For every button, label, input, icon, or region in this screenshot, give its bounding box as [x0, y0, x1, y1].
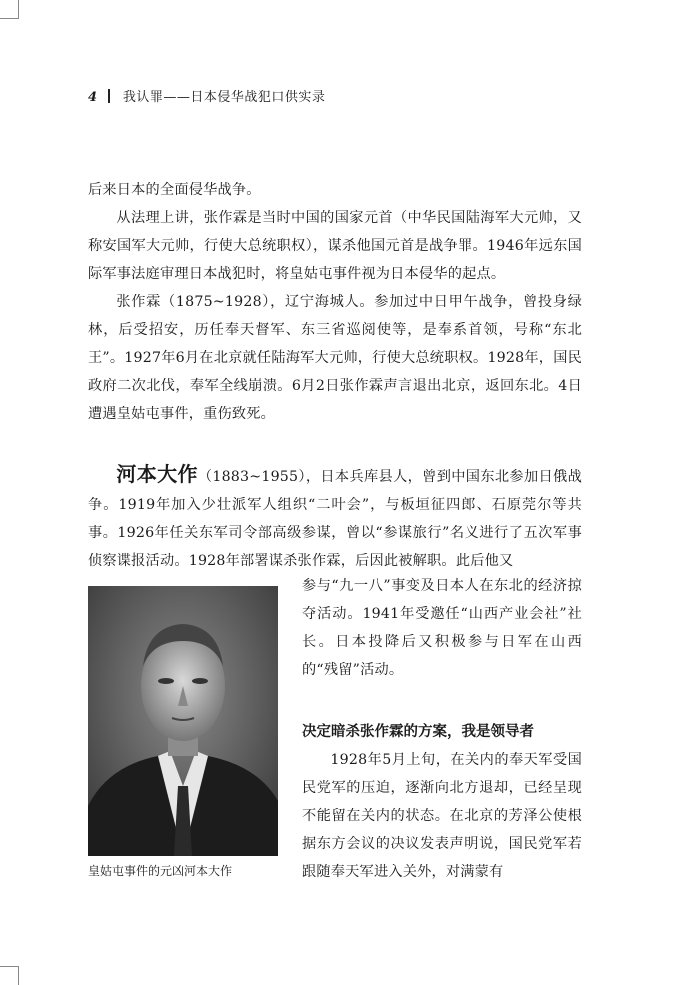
page-number: 4 — [88, 90, 98, 105]
bio-name: 河本大作 — [116, 462, 198, 486]
section-body: 1928年5月上旬，在关内的奉天军受国民党军的压迫，逐渐向北方退却，已经呈现不能留在关内的状态。在北京的芳泽公使根据东方会议的决议发表声明说，国民党军若跟随奉天军进入关外，对满蒙有 — [302, 752, 582, 880]
book-title: 我认罪——日本侵华战犯口供实录 — [122, 90, 326, 105]
portrait-photo-graphic — [88, 586, 278, 856]
running-header — [88, 86, 325, 105]
paragraph-continuation: 后来日本的全面侵华战争。 — [88, 182, 261, 198]
portrait-photo — [88, 586, 278, 856]
bio-text-full: （1883~1955），日本兵库县人，曾到中国东北参加日俄战争。1919年加入少壮派军人组织“二叶会”，与板垣征四郎、石原莞尔等共事。1926年任关东军司令部高级参谋，曾以“参谋旅行”名义进行了五次军事侦察谍报活动。1928年部署谋杀张作霖，后因此被解职。此后他又 — [88, 469, 582, 569]
header-divider — [108, 89, 110, 103]
photo-caption: 皇姑屯事件的元凶河本大作 — [88, 864, 233, 878]
bio-text-narrow: 参与“九一八”事变及日本人在东北的经济掠夺活动。1941年受邀任“山西产业会社”社长。日本投降后又积极参与日军在山西的“残留”活动。 — [302, 578, 582, 678]
paragraph-zhang-zuolin: 张作霖（1875~1928），辽宁海城人。参加过中日甲午战争，曾投身绿林，后受招安，历任奉天督军、东三省巡阅使等，是奉系首领，号称“东北王”。1927年6月在北京就任陆海军大元帅，行使大总统职权。1928年，国民政府二次北伐，奉军全线崩溃。6月2日张作霖声言退出北京，返回东北。4日遭遇皇姑屯事件，重伤致死。 — [88, 294, 582, 422]
paragraph-legal: 从法理上讲，张作霖是当时中国的国家元首（中华民国陆海军大元帅，又称安国军大元帅，行使大总统职权），谋杀他国元首是战争罪。1946年远东国际军事法庭审理日本战犯时，将皇姑屯事件视为日本侵华的起点。 — [88, 210, 582, 282]
crop-mark-top — [0, 0, 19, 19]
section-title: 决定暗杀张作霖的方案，我是领导者 — [302, 723, 534, 740]
bio-paragraph — [88, 460, 582, 575]
crop-mark-bottom — [0, 966, 19, 985]
